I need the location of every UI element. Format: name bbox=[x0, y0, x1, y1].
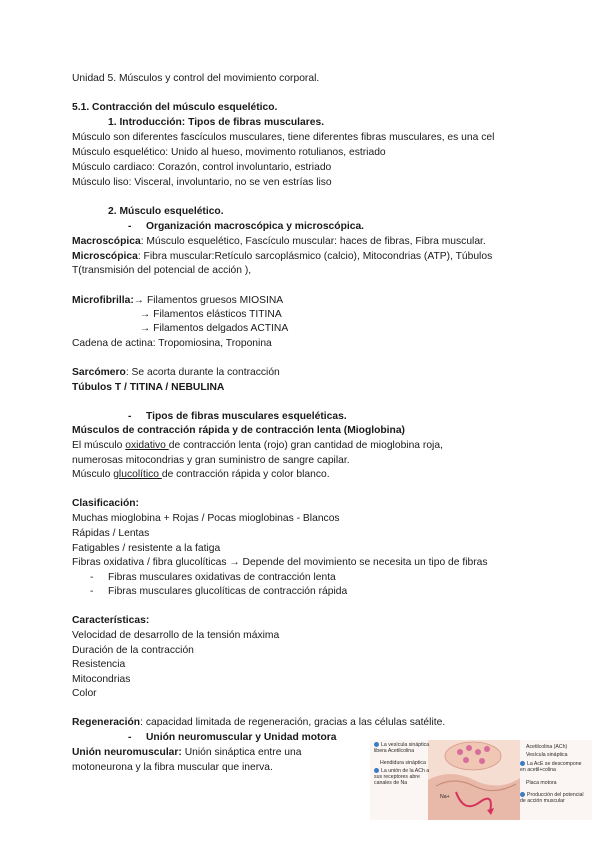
microfibrilla-item: → Filamentos delgados ACTINA bbox=[140, 323, 289, 334]
microfibrilla-line bbox=[72, 294, 283, 307]
characteristics-label: Características: bbox=[72, 615, 150, 626]
sodium-label: Na+ bbox=[440, 794, 450, 800]
intro-line: Músculo son diferentes fascículos musculares, tiene diferentes fibras musculares, es una cel bbox=[72, 132, 495, 143]
synaptic-vesicle bbox=[463, 757, 469, 763]
synaptic-vesicle bbox=[484, 746, 490, 752]
label-bullet-icon bbox=[374, 742, 379, 747]
glycolytic-line bbox=[72, 468, 330, 481]
classification-line: Muchas mioglobina + Rojas / Pocas mioglobinas - Blancos bbox=[72, 513, 340, 524]
oxidative-word: oxidativo bbox=[125, 440, 169, 451]
label-bullet-icon bbox=[520, 761, 525, 766]
sarcomere-text: : Se acorta durante la contracción bbox=[125, 367, 280, 378]
oxidative-pre: El músculo bbox=[72, 440, 126, 451]
actin-chain-line: Cadena de actina: Tropomiosina, Troponina bbox=[72, 338, 272, 349]
classification-bullet bbox=[90, 585, 347, 598]
neuromuscular-line bbox=[72, 746, 301, 759]
axon-terminal bbox=[445, 742, 501, 770]
figure-label-left: La unión de la ACh a sus receptores abre canales de Na bbox=[374, 768, 430, 786]
figure-label-right: La AcE se descompone en acetil+colina bbox=[520, 761, 582, 773]
neuromuscular-heading bbox=[128, 731, 337, 744]
synaptic-vesicle bbox=[457, 749, 463, 755]
neuromuscular-text: Unión sináptica entre una bbox=[181, 747, 302, 758]
label-bullet-icon bbox=[374, 768, 379, 773]
characteristics-line: Color bbox=[72, 688, 97, 699]
glycolytic-word: glucolítico bbox=[113, 469, 162, 480]
macro-label: Macroscópica bbox=[72, 236, 141, 247]
bullet-dash: - bbox=[90, 572, 94, 583]
fiber-types-heading-text: Tipos de fibras musculares esqueléticas. bbox=[146, 411, 347, 422]
neuromuscular-heading-text: Unión neuromuscular y Unidad motora bbox=[146, 732, 337, 743]
intro-line: Músculo esquelético: Unido al hueso, movimento rotulianos, estriado bbox=[72, 147, 386, 158]
microfibrilla-item: → Filamentos gruesos MIOSINA bbox=[133, 295, 284, 306]
synaptic-vesicle bbox=[479, 758, 485, 764]
organization-heading-text: Organización macroscópica y microscópica. bbox=[146, 221, 365, 232]
figure-label-right: Producción del potencial de acción muscular bbox=[520, 792, 584, 804]
synaptic-vesicle bbox=[466, 745, 472, 751]
section-5-1-heading: 5.1. Contracción del músculo esquelético. bbox=[72, 102, 278, 113]
fiber-types-heading bbox=[128, 410, 347, 423]
document-title: Unidad 5. Músculos y control del movimiento corporal. bbox=[72, 73, 320, 84]
sarcomere-line bbox=[72, 366, 280, 379]
bullet-dash: - bbox=[128, 411, 132, 422]
intro-heading: 1. Introducción: Tipos de fibras musculares. bbox=[108, 117, 325, 128]
figure-label-right: Acetilcolina (ACh) bbox=[526, 744, 568, 750]
macro-text: : Músculo esquelético, Fascículo muscular: haces de fibras, Fibra muscular. bbox=[140, 236, 486, 247]
oxidative-post: de contracción lenta (rojo) gran cantidad de mioglobina roja, bbox=[168, 440, 443, 451]
skeletal-muscle-heading: 2. Músculo esquelético. bbox=[108, 206, 224, 217]
tubules-line: Túbulos T / TITINA / NEBULINA bbox=[72, 382, 225, 393]
glycolytic-pre: Músculo bbox=[72, 469, 114, 480]
classification-bullet bbox=[90, 571, 336, 584]
label-bullet-icon bbox=[520, 792, 525, 797]
microfibrilla-item: → Filamentos elásticos TITINA bbox=[140, 309, 282, 320]
characteristics-line: Resistencia bbox=[72, 659, 126, 670]
classification-line: Fibras oxidativa / fibra glucolíticas → Depende del movimiento se necesita un tipo de fibras bbox=[72, 557, 488, 568]
classification-line: Fatigables / resistente a la fatiga bbox=[72, 543, 221, 554]
characteristics-line: Velocidad de desarrollo de la tensión máxima bbox=[72, 630, 280, 641]
oxidative-line bbox=[72, 439, 443, 452]
bullet-dash: - bbox=[90, 586, 94, 597]
bullet-dash: - bbox=[128, 221, 132, 232]
synaptic-vesicle bbox=[475, 749, 481, 755]
neuromuscular-label: Unión neuromuscular: bbox=[72, 747, 182, 758]
classification-line: Rápidas / Lentas bbox=[72, 528, 150, 539]
classification-bullet-text: Fibras musculares oxidativas de contracción lenta bbox=[108, 572, 336, 583]
muscle-contraction-heading: Músculos de contracción rápida y de contracción lenta (Mioglobina) bbox=[72, 425, 405, 436]
sarcomere-label: Sarcómero bbox=[72, 367, 126, 378]
characteristics-line: Duración de la contracción bbox=[72, 645, 194, 656]
figure-label-right: Placa motora bbox=[526, 780, 557, 786]
intro-line: Músculo cardiaco: Corazón, control involuntario, estriado bbox=[72, 162, 332, 173]
regeneration-line bbox=[72, 716, 445, 729]
organization-heading bbox=[128, 220, 364, 233]
regeneration-label: Regeneración bbox=[72, 717, 141, 728]
oxidative-line-2: numerosas mitocondrias y gran suministro de sangre capilar. bbox=[72, 455, 350, 466]
neuromuscular-line-2: motoneurona y la fibra muscular que inerva. bbox=[72, 762, 273, 773]
micro-text: : Fibra muscular:Retículo sarcoplásmico (calcio), Mitocondrias (ATP), Túbulos bbox=[137, 251, 493, 262]
micro-label: Microscópica bbox=[72, 251, 138, 262]
bullet-dash: - bbox=[128, 732, 132, 743]
microfibrilla-label: Microfibrilla: bbox=[72, 295, 134, 306]
classification-bullet-text: Fibras musculares glucolíticas de contracción rápida bbox=[108, 586, 348, 597]
classification-label: Clasificación: bbox=[72, 498, 139, 509]
micro-line-2: T(transmisión del potencial de acción ), bbox=[72, 265, 252, 276]
figure-label-right: Vesícula sináptica bbox=[526, 752, 568, 758]
figure-label-left: Hendidura sináptica bbox=[380, 760, 426, 766]
characteristics-line: Mitocondrias bbox=[72, 674, 131, 685]
intro-line: Músculo liso: Visceral, involuntario, no se ven estrías liso bbox=[72, 177, 332, 188]
micro-line bbox=[72, 250, 492, 263]
glycolytic-post: de contracción rápida y color blanco. bbox=[161, 469, 330, 480]
neuromuscular-junction-figure bbox=[370, 740, 592, 820]
macro-line bbox=[72, 235, 486, 248]
figure-label-left: La vesícula sináptica libera Acetilcolina bbox=[374, 742, 430, 754]
regeneration-text: : capacidad limitada de regeneración, gracias a las células satélite. bbox=[140, 717, 446, 728]
